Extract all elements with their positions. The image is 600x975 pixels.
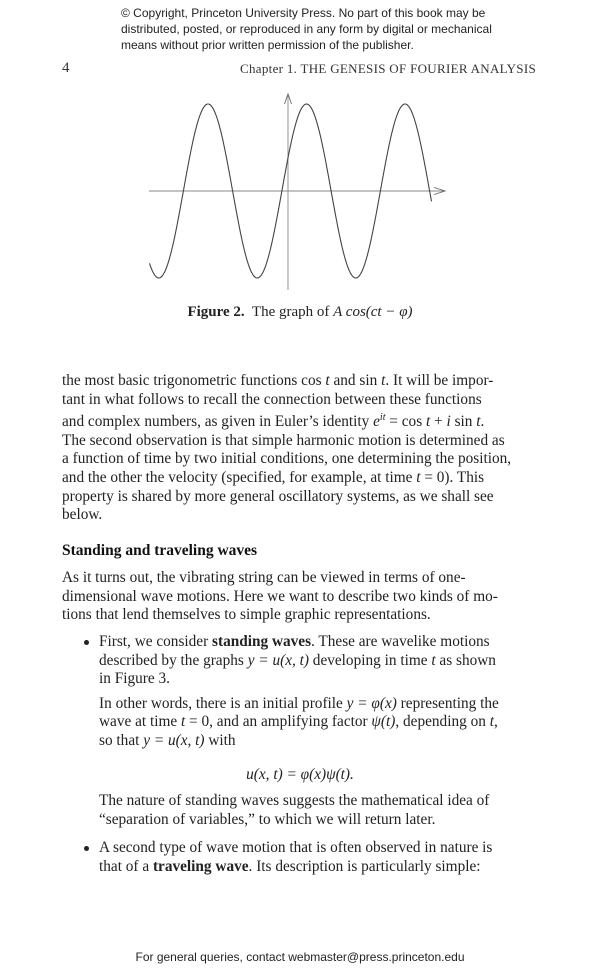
term-traveling-wave: traveling wave bbox=[152, 857, 249, 875]
text: . These are wavelike motions bbox=[311, 633, 490, 650]
text: and sin bbox=[329, 372, 382, 389]
copyright-notice bbox=[121, 5, 501, 53]
caption-formula: A cos(ct − φ) bbox=[333, 304, 413, 320]
text: wave at time bbox=[99, 713, 181, 731]
footer-contact: For general queries, contact webmaster@press.princeton.edu bbox=[135, 950, 465, 964]
math-var: t bbox=[180, 713, 186, 731]
math-var: t bbox=[476, 413, 481, 431]
text: as shown bbox=[435, 651, 496, 669]
equation-separation: u(x, t) = φ(x)ψ(t). bbox=[246, 766, 354, 783]
text: = cos bbox=[385, 413, 426, 431]
copyright-line: distributed, posted, or reproduced in any form by digital or mechanical bbox=[121, 22, 492, 36]
text-line: tions that lend themselves to simple graphic representations. bbox=[62, 606, 431, 624]
text-line: in Figure 3. bbox=[99, 670, 170, 688]
text: First, we consider bbox=[99, 633, 213, 650]
text: + bbox=[430, 413, 447, 431]
bullet-icon bbox=[84, 846, 89, 851]
figure-label: Figure 2. bbox=[187, 304, 245, 320]
bullet-traveling-wave bbox=[99, 839, 536, 876]
text-line: dimensional wave motions. Here we want to describe two kinds of mo- bbox=[62, 587, 498, 605]
text: described by the graphs bbox=[99, 651, 248, 669]
text: with bbox=[204, 731, 236, 749]
text-line: below. bbox=[62, 506, 103, 524]
copyright-line: means without prior written permission of the publisher. bbox=[121, 38, 414, 52]
cosine-plot bbox=[0, 85, 600, 300]
text: that of a bbox=[99, 857, 153, 875]
text-line: a function of time by two initial conditions, one determining the position, bbox=[62, 450, 512, 468]
text: and complex numbers, as given in Euler’s identity bbox=[62, 413, 374, 431]
figure-caption bbox=[0, 304, 600, 321]
page-number: 4 bbox=[62, 60, 70, 76]
math-expr: y = u(x, t) bbox=[143, 731, 205, 749]
text-line: A second type of wave motion that is often observed in nature is bbox=[99, 839, 493, 856]
text: the most basic trigonometric functions cos bbox=[62, 372, 326, 389]
text-line: tant in what follows to recall the connection between these functions bbox=[62, 390, 482, 408]
copyright-line: © Copyright, Princeton University Press. No part of this book may be bbox=[121, 6, 486, 20]
math-var: t bbox=[431, 651, 436, 669]
math-var: t bbox=[416, 468, 421, 486]
text-line: The nature of standing waves suggests the mathematical idea of bbox=[99, 792, 490, 809]
math-var: t bbox=[381, 372, 386, 389]
bullet-standing-waves-cont bbox=[99, 792, 536, 829]
text: = 0, and an amplifying factor bbox=[185, 713, 372, 731]
text: representing the bbox=[396, 694, 499, 712]
text: , bbox=[493, 713, 498, 731]
text: = 0). This bbox=[420, 468, 485, 486]
caption-text: The graph of bbox=[251, 304, 334, 320]
math-expr: ψ(t) bbox=[371, 713, 396, 731]
chapter-title: Chapter 1. THE GENESIS OF FOURIER ANALYSIS bbox=[240, 61, 536, 76]
text-line: As it turns out, the vibrating string can be viewed in terms of one- bbox=[62, 569, 466, 586]
text-line: The second observation is that simple harmonic motion is determined as bbox=[62, 431, 505, 449]
text-line: “separation of variables,” to which we will return later. bbox=[99, 810, 436, 828]
math-var: t bbox=[425, 413, 431, 431]
text: In other words, there is an initial profile bbox=[99, 694, 347, 712]
text: developing in time bbox=[308, 651, 432, 669]
text: . bbox=[480, 413, 485, 431]
math-var: t bbox=[489, 713, 494, 731]
text: so that bbox=[99, 731, 144, 749]
text: , depending on bbox=[395, 713, 490, 731]
math-superscript: it bbox=[379, 412, 386, 424]
math-expr: y = u(x, t) bbox=[247, 651, 309, 669]
term-standing-waves: standing waves bbox=[212, 633, 312, 650]
math-var: t bbox=[325, 372, 330, 389]
math-var: e bbox=[373, 413, 380, 431]
math-expr: y = φ(x) bbox=[346, 694, 397, 712]
text: and the other the velocity (specified, for example, at time bbox=[62, 468, 417, 486]
bullet-icon bbox=[84, 640, 89, 645]
text-line: property is shared by more general oscillatory systems, as we shall see bbox=[62, 487, 494, 505]
section-heading: Standing and traveling waves bbox=[62, 542, 258, 559]
text: sin bbox=[450, 413, 477, 431]
bullet-standing-waves bbox=[99, 633, 536, 751]
text: . Its description is particularly simple: bbox=[248, 857, 481, 875]
figure-2-cosine-graph bbox=[0, 85, 600, 300]
text: . It will be impor- bbox=[385, 372, 494, 389]
paragraph-wave-intro bbox=[62, 569, 536, 625]
display-equation bbox=[0, 766, 600, 784]
math-var: i bbox=[446, 413, 451, 431]
paragraph-euler bbox=[62, 372, 536, 525]
